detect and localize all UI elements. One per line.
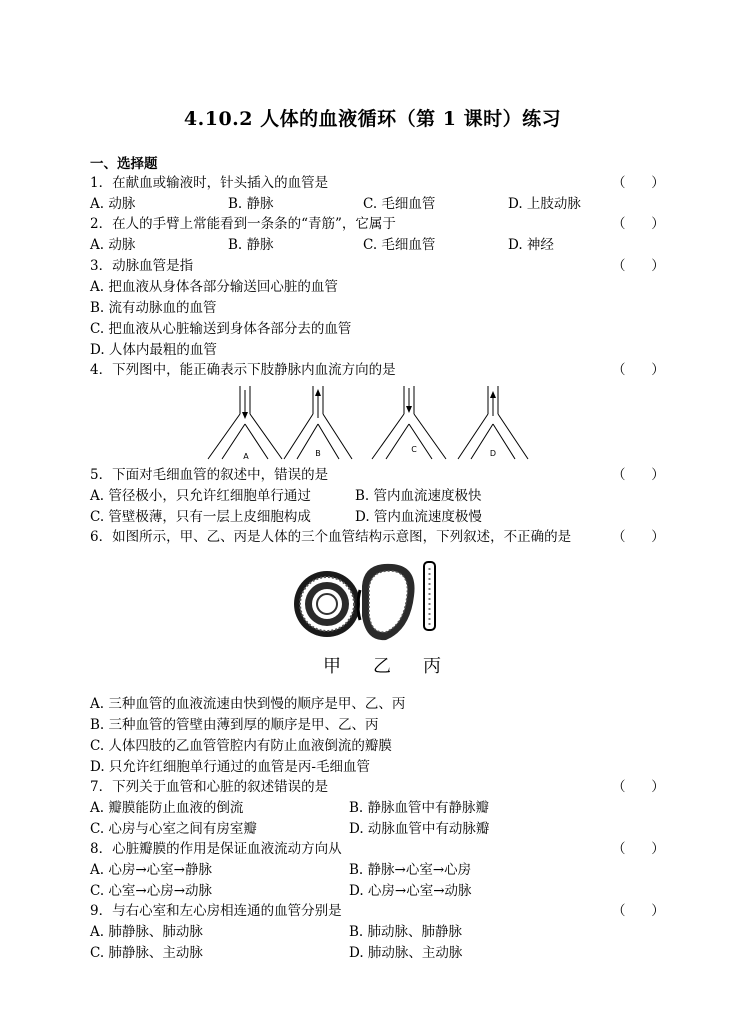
q8-option-b[interactable]: B. 静脉→心室→心房 xyxy=(349,862,472,878)
blood-vessel-cross-sections xyxy=(290,556,450,652)
q6-option-b[interactable]: B. 三种血管的管壁由薄到厚的顺序是甲、乙、丙 xyxy=(90,717,379,733)
q3-option-b[interactable]: B. 流有动脉血的血管 xyxy=(90,300,217,316)
q9-option-b[interactable]: B. 肺动脉、肺静脉 xyxy=(349,924,463,940)
diagram-label-b: B xyxy=(315,449,321,458)
question-7-stem: 7．下列关于血管和心脏的叙述错误的是 xyxy=(90,779,329,795)
page-title: 4.10.2 人体的血液循环（第 1 课时）练习 xyxy=(183,108,562,130)
question-1-stem: 1．在献血或输液时，针头插入的血管是 xyxy=(90,175,329,191)
vein-cross-section-icon xyxy=(358,564,415,640)
question-8-stem: 8．心脏瓣膜的作用是保证血液流动方向从 xyxy=(90,841,342,857)
answer-bracket-1[interactable]: （ ） xyxy=(612,175,665,191)
question-6-stem: 6．如图所示，甲、乙、丙是人体的三个血管结构示意图，下列叙述，不正确的是 xyxy=(90,529,572,545)
capillary-icon xyxy=(424,562,435,630)
answer-bracket-8[interactable]: （ ） xyxy=(612,841,665,857)
q3-option-d[interactable]: D. 人体内最粗的血管 xyxy=(90,342,217,358)
q6-option-c[interactable]: C. 人体四肢的乙血管管腔内有防止血液倒流的瓣膜 xyxy=(90,738,392,754)
section-heading: 一、选择题 xyxy=(90,156,158,172)
vessel-diagram-c[interactable] xyxy=(372,386,446,459)
vessel-diagram-b[interactable] xyxy=(284,386,352,459)
question-5-stem: 5．下面对毛细血管的叙述中，错误的是 xyxy=(90,467,329,483)
question-9-stem: 9．与右心室和左心房相连通的血管分别是 xyxy=(90,903,342,919)
q3-option-a[interactable]: A. 把血液从身体各部分输送回心脏的血管 xyxy=(90,279,338,295)
q1-option-d[interactable]: D. 上肢动脉 xyxy=(508,196,581,212)
q3-option-c[interactable]: C. 把血液从心脏输送到身体各部分去的血管 xyxy=(90,321,352,337)
q9-option-c[interactable]: C. 肺静脉、主动脉 xyxy=(90,945,203,961)
q5-option-d[interactable]: D. 管内血流速度极慢 xyxy=(355,509,482,525)
q1-option-b[interactable]: B. 静脉 xyxy=(228,196,274,212)
q5-option-a[interactable]: A. 管径极小，只允许红细胞单行通过 xyxy=(90,488,311,504)
vessel-diagram-a[interactable] xyxy=(208,386,282,461)
q6-option-d[interactable]: D. 只允许红细胞单行通过的血管是丙-毛细血管 xyxy=(90,759,370,775)
q1-option-a[interactable]: A. 动脉 xyxy=(90,196,136,212)
vessel-label-bing: 丙 xyxy=(423,656,441,677)
answer-bracket-2[interactable]: （ ） xyxy=(612,216,665,232)
q8-option-a[interactable]: A. 心房→心室→静脉 xyxy=(90,862,212,878)
answer-bracket-4[interactable]: （ ） xyxy=(612,362,665,378)
q6-option-a[interactable]: A. 三种血管的血液流速由快到慢的顺序是甲、乙、丙 xyxy=(90,696,406,712)
answer-bracket-3[interactable]: （ ） xyxy=(612,258,665,274)
q7-option-b[interactable]: B. 静脉血管中有静脉瓣 xyxy=(349,800,490,816)
q9-option-a[interactable]: A. 肺静脉、肺动脉 xyxy=(90,924,203,940)
answer-bracket-9[interactable]: （ ） xyxy=(612,903,665,919)
vein-flow-diagrams xyxy=(200,384,540,464)
diagram-label-c: C xyxy=(411,445,417,454)
q5-option-b[interactable]: B. 管内血流速度极快 xyxy=(355,488,482,504)
question-4-stem: 4．下列图中，能正确表示下肢静脉内血流方向的是 xyxy=(90,362,396,378)
question-3-stem: 3．动脉血管是指 xyxy=(90,258,194,274)
q5-option-c[interactable]: C. 管壁极薄，只有一层上皮细胞构成 xyxy=(90,509,311,525)
vessel-diagram-d[interactable] xyxy=(458,386,528,459)
q2-option-c[interactable]: C. 毛细血管 xyxy=(363,237,436,253)
diagram-label-d: D xyxy=(489,449,497,458)
q2-option-d[interactable]: D. 神经 xyxy=(508,237,554,253)
answer-bracket-6[interactable]: （ ） xyxy=(612,529,665,545)
vessel-label-yi: 乙 xyxy=(373,656,391,677)
q7-option-a[interactable]: A. 瓣膜能防止血液的倒流 xyxy=(90,800,244,816)
artery-cross-section-icon xyxy=(294,571,360,637)
q8-option-c[interactable]: C. 心室→心房→动脉 xyxy=(90,883,213,899)
q7-option-c[interactable]: C. 心房与心室之间有房室瓣 xyxy=(90,821,257,837)
question-2-stem: 2．在人的手臂上常能看到一条条的“青筋”，它属于 xyxy=(90,216,396,232)
q2-option-b[interactable]: B. 静脉 xyxy=(228,237,274,253)
vessel-label-jia: 甲 xyxy=(323,656,341,677)
q8-option-d[interactable]: D. 心房→心室→动脉 xyxy=(349,883,472,899)
q7-option-d[interactable]: D. 动脉血管中有动脉瓣 xyxy=(349,821,490,837)
q9-option-d[interactable]: D. 肺动脉、主动脉 xyxy=(349,945,463,961)
answer-bracket-7[interactable]: （ ） xyxy=(612,779,665,795)
diagram-label-a: A xyxy=(243,452,249,461)
q2-option-a[interactable]: A. 动脉 xyxy=(90,237,136,253)
answer-bracket-5[interactable]: （ ） xyxy=(612,467,665,483)
q1-option-c[interactable]: C. 毛细血管 xyxy=(363,196,436,212)
